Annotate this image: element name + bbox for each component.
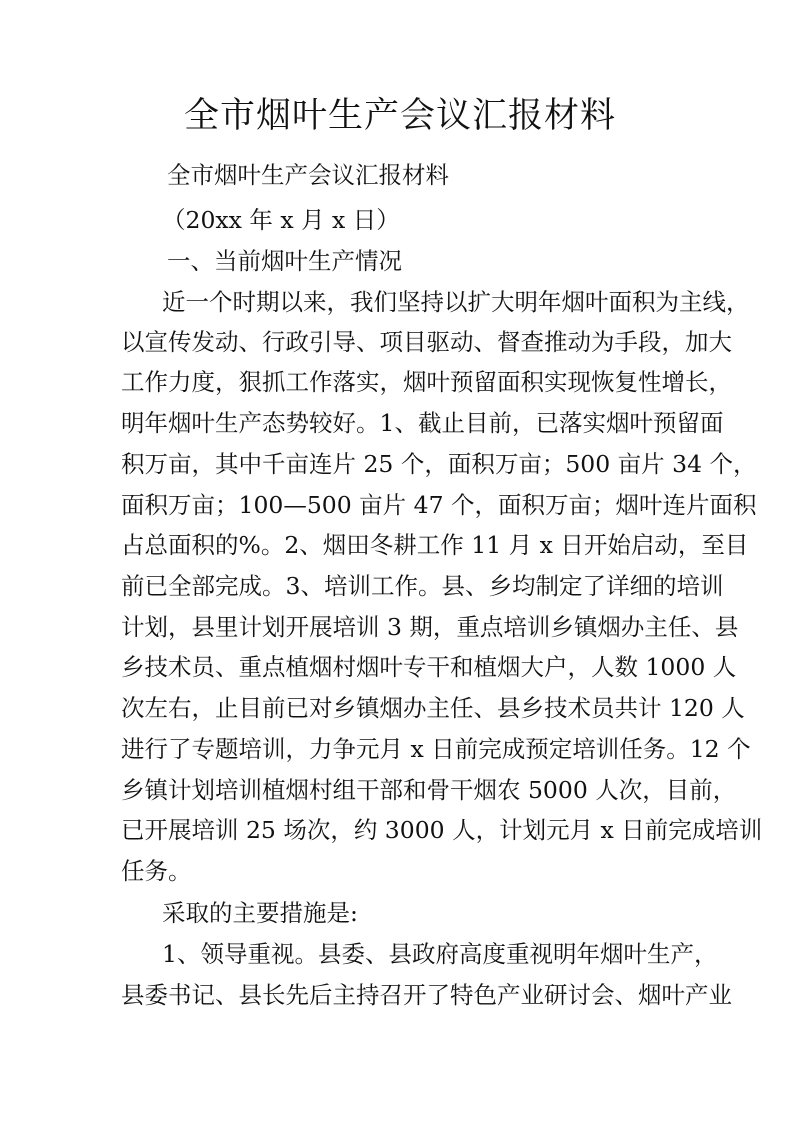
document-title: 全市烟叶生产会议汇报材料 (183, 96, 616, 136)
paragraph-line: 前已全部完成。3、培训工作。县、乡均制定了详细的培训 (121, 572, 724, 600)
paragraph-line: 工作力度，狠抓工作落实，烟叶预留面积实现恢复性增长， (121, 368, 732, 396)
document-date: （20xx 年 x 月 x 日） (162, 206, 400, 234)
section-heading: 一、当前烟叶生产情况 (167, 247, 402, 275)
paragraph-line: 近一个时期以来，我们坚持以扩大明年烟叶面积为主线， (162, 288, 750, 316)
paragraph-line: 以宣传发动、行政引导、项目驱动、督查推动为手段，加大 (121, 328, 732, 356)
paragraph-line: 面积万亩；100—500 亩片 47 个，面积万亩；烟叶连片面积 (121, 491, 757, 519)
measures-heading: 采取的主要措施是: (162, 899, 358, 927)
paragraph-line: 乡镇计划培训植烟村组干部和骨干烟农 5000 人次，目前， (121, 776, 737, 804)
paragraph-line: 明年烟叶生产态势较好。1、截止目前，已落实烟叶预留面 (121, 409, 724, 437)
document-subtitle: 全市烟叶生产会议汇报材料 (167, 161, 449, 189)
paragraph-line: 任务。 (121, 857, 192, 885)
paragraph-line: 占总面积的%。2、烟田冬耕工作 11 月 x 日开始启动，至目 (121, 531, 749, 559)
paragraph-line: 次左右，止目前已对乡镇烟办主任、县乡技术员共计 120 人 (121, 694, 745, 722)
paragraph-line: 已开展培训 25 场次，约 3000 人，计划元月 x 日前完成培训 (121, 816, 763, 844)
paragraph-line: 县委书记、县长先后主持召开了特色产业研讨会、烟叶产业 (121, 981, 732, 1009)
paragraph-line: 计划，县里计划开展培训 3 期，重点培训乡镇烟办主任、县 (121, 613, 739, 641)
paragraph-line: 进行了专题培训，力争元月 x 日前完成预定培训任务。12 个 (121, 735, 751, 763)
paragraph-line: 1、领导重视。县委、县政府高度重视明年烟叶生产， (162, 940, 718, 968)
paragraph-line: 乡技术员、重点植烟村烟叶专干和植烟大户，人数 1000 人 (121, 653, 737, 681)
paragraph-line: 积万亩，其中千亩连片 25 个，面积万亩；500 亩片 34 个， (121, 450, 757, 478)
